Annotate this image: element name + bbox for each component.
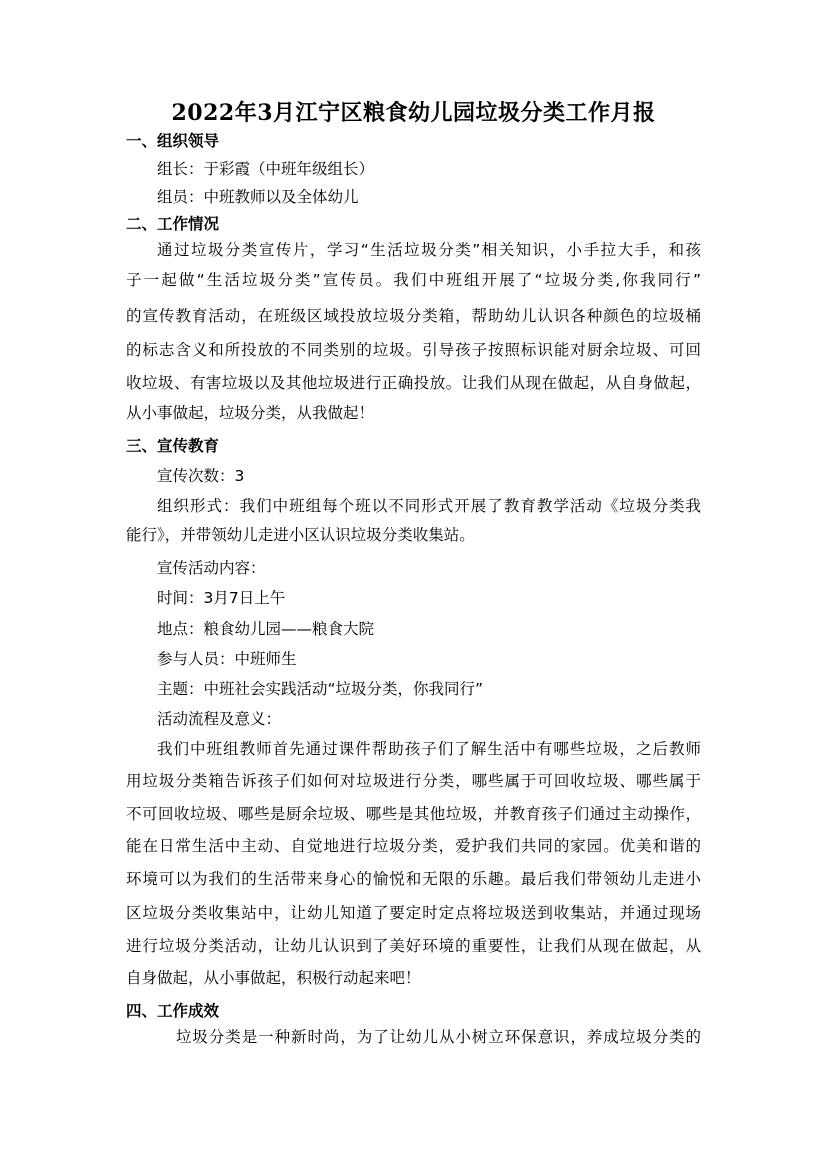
paragraph-line: 用垃圾分类箱告诉孩子们如何对垃圾进行分类，哪些属于可回收垃圾、哪些属于	[126, 772, 701, 790]
section-heading-organization: 一、组织领导	[126, 132, 220, 150]
paragraph-line: 通过垃圾分类宣传片，学习“生活垃圾分类”相关知识，小手拉大手，和孩	[157, 241, 701, 259]
section-heading-publicity: 三、宣传教育	[126, 437, 220, 455]
paragraph-line: 组员：中班教师以及全体幼儿	[157, 188, 359, 206]
paragraph-line: 的宣传教育活动，在班级区域投放垃圾分类箱，帮助幼儿认识各种颜色的垃圾桶	[126, 307, 701, 325]
paragraph-line: 组长：于彩霞（中班年级组长）	[157, 160, 375, 178]
document-title: 2022年3月江宁区粮食幼儿园垃圾分类工作月报	[171, 100, 656, 126]
paragraph-line: 子一起做“生活垃圾分类”宣传员。我们中班组开展了“垃圾分类,你我同行”	[126, 271, 701, 289]
section-heading-results: 四、工作成效	[126, 1002, 220, 1020]
paragraph-line: 垃圾分类是一种新时尚，为了让幼儿从小树立环保意识，养成垃圾分类的	[176, 1028, 701, 1046]
paragraph-line: 能在日常生活中主动、自觉地进行垃圾分类，爱护我们共同的家园。优美和谐的	[126, 837, 701, 855]
paragraph-line: 活动流程及意义：	[157, 710, 282, 728]
paragraph-line: 的标志含义和所投放的不同类别的垃圾。引导孩子按照标识能对厨余垃圾、可回	[126, 341, 701, 359]
paragraph-line: 从小事做起，垃圾分类，从我做起！	[126, 404, 375, 422]
paragraph-line: 区垃圾分类收集站中，让幼儿知道了要定时定点将垃圾送到收集站，并通过现场	[126, 904, 701, 922]
paragraph-line: 收垃圾、有害垃圾以及其他垃圾进行正确投放。让我们从现在做起，从自身做起，	[126, 374, 701, 392]
paragraph-line: 宣传活动内容：	[157, 559, 266, 577]
paragraph-line: 环境可以为我们的生活带来身心的愉悦和无限的乐趣。最后我们带领幼儿走进小	[126, 870, 701, 888]
section-heading-work-status: 二、工作情况	[126, 215, 220, 233]
paragraph-line: 进行垃圾分类活动，让幼儿认识到了美好环境的重要性，让我们从现在做起，从	[126, 937, 701, 955]
paragraph-line: 时间：3月7日上午	[157, 589, 286, 607]
paragraph-line: 组织形式：我们中班组每个班以不同形式开展了教育教学活动《垃圾分类我	[157, 497, 701, 515]
paragraph-line: 参与人员：中班师生	[157, 650, 297, 668]
paragraph-line: 能行》，并带领幼儿走进小区认识垃圾分类收集站。	[126, 526, 475, 544]
paragraph-line: 不可回收垃圾、哪些是厨余垃圾、哪些是其他垃圾，并教育孩子们通过主动操作，	[126, 805, 701, 823]
paragraph-line: 地点：粮食幼儿园——粮食大院	[157, 620, 375, 638]
paragraph-line: 主题：中班社会实践活动“垃圾分类，你我同行”	[157, 680, 484, 698]
paragraph-line: 宣传次数：3	[157, 467, 245, 485]
paragraph-line: 自身做起，从小事做起，积极行动起来吧！	[126, 969, 421, 987]
paragraph-line: 我们中班组教师首先通过课件帮助孩子们了解生活中有哪些垃圾，之后教师	[157, 740, 701, 758]
